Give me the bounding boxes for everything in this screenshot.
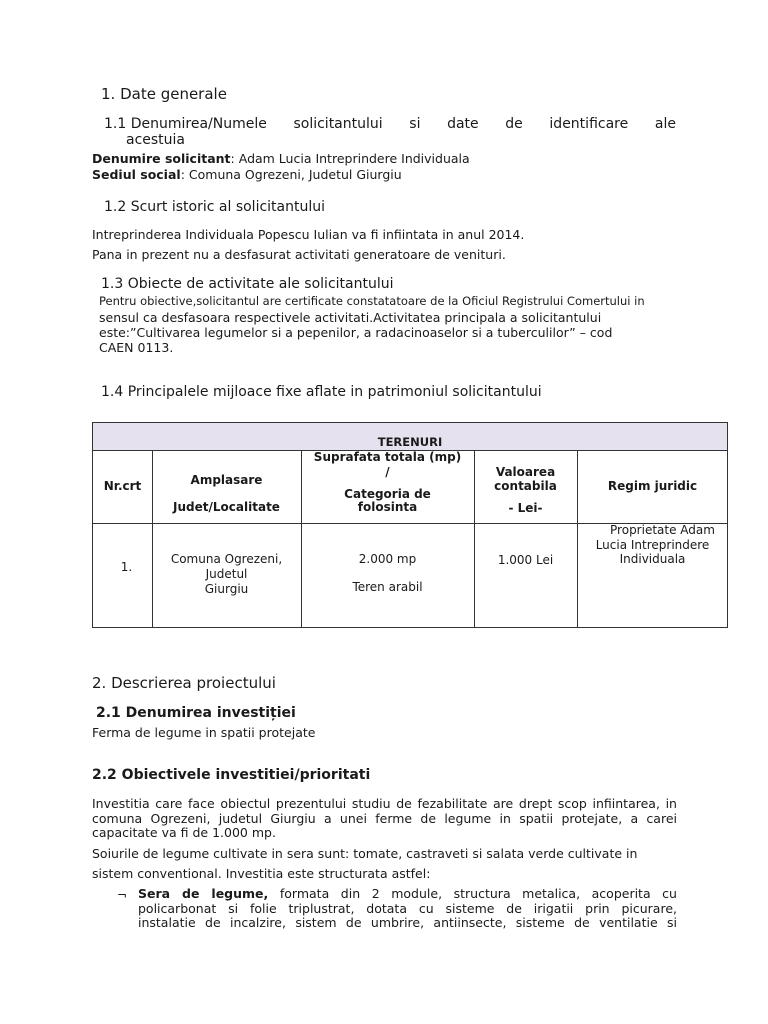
- col-judet-localitate: Judet/Localitate: [173, 500, 280, 514]
- section-1-3-line-2: sensul ca desfasoara respectivele activitati.Activitatea principala a solicitantului: [99, 310, 602, 325]
- bullet-icon: ¬: [117, 888, 128, 902]
- bullet-line-2: policarbonat si folie triplustrat, dotata cu sisteme de irigatii prin picurare,: [138, 901, 677, 916]
- denumire-solicitant: Denumire solicitant: Adam Lucia Intreprindere Individuala: [92, 151, 470, 166]
- table-header-terenuri: TERENURI: [93, 423, 727, 451]
- col-amplasare: Amplasare: [190, 473, 263, 487]
- section-2-2-line-2: comuna Ogrezeni, judetul Giurgiu a unei ferme de legume in spatii protejate, a carei: [92, 811, 677, 826]
- row-regim-3: Individuala: [619, 552, 686, 566]
- section-1-2-title: 1.2 Scurt istoric al solicitantului: [104, 199, 325, 215]
- section-1-2-paragraph-2: Pana in prezent nu a desfasurat activitati generatoare de venituri.: [92, 247, 506, 262]
- col-categoria: Categoria de: [344, 487, 431, 501]
- row-valoare: 1.000 Lei: [497, 553, 554, 567]
- section-1-title: 1. Date generale: [101, 85, 227, 103]
- col-lei: - Lei-: [508, 501, 543, 515]
- section-2-1-title: 2.1 Denumirea investiției: [96, 705, 296, 721]
- row-suprafata: 2.000 mp: [358, 552, 417, 566]
- section-1-3-line-1: Pentru obiective,solicitantul are certificate constatatoare de la Oficiul Registrului Comertului in: [99, 294, 645, 308]
- bullet-line-3: instalatie de incalzire, sistem de umbrire, antiinsecte, sisteme de ventilatie si: [138, 915, 677, 930]
- row-amplasare-1: Comuna Ogrezeni,: [170, 552, 283, 566]
- section-1-4-title: 1.4 Principalele mijloace fixe aflate in patrimoniul solicitantului: [101, 384, 542, 400]
- bullet-line-1: Sera de legume, formata din 2 module, structura metalica, acoperita cu: [138, 886, 677, 901]
- col-suprafata-slash: /: [385, 465, 390, 479]
- section-2-2-line-3: capacitate va fi de 1.000 mp.: [92, 825, 276, 840]
- section-2-title: 2. Descrierea proiectului: [92, 674, 276, 692]
- section-1-1-title-line1: 1.1 Denumirea/Numele solicitantului si date de identificare ale: [104, 116, 676, 132]
- col-nr-crt: Nr.crt: [103, 479, 142, 493]
- terenuri-table: [92, 422, 728, 628]
- sediu-social: Sediul social: Comuna Ogrezeni, Judetul Giurgiu: [92, 167, 402, 182]
- section-2-2-line-5: sistem conventional. Investitia este structurata astfel:: [92, 866, 431, 881]
- section-2-1-text: Ferma de legume in spatii protejate: [92, 725, 316, 740]
- row-regim-1: Proprietate Adam: [610, 523, 715, 537]
- col-suprafata: Suprafata totala (mp): [313, 450, 462, 464]
- row-regim-2: Lucia Intreprindere: [595, 538, 710, 552]
- section-2-2-title: 2.2 Obiectivele investitiei/prioritati: [92, 767, 371, 783]
- col-valoarea: Valoarea: [495, 465, 556, 479]
- col-regim-juridic: Regim juridic: [607, 479, 698, 493]
- section-1-3-line-3: este:”Cultivarea legumelor si a pepenilor, a radacinoaselor si a tuberculilor” – cod: [99, 325, 613, 340]
- section-1-3-line-4: CAEN 0113.: [99, 340, 174, 355]
- col-folosinta: folosinta: [357, 500, 418, 514]
- row-categoria: Teren arabil: [352, 580, 423, 594]
- section-1-1-title-line2: acestuia: [126, 132, 186, 148]
- col-contabila: contabila: [494, 479, 557, 493]
- section-1-2-paragraph-1: Intreprinderea Individuala Popescu Iulian va fi infiintata in anul 2014.: [92, 227, 525, 242]
- section-1-3-title: 1.3 Obiecte de activitate ale solicitantului: [101, 276, 394, 292]
- row-amplasare-3: Giurgiu: [204, 582, 249, 596]
- section-2-2-line-1: Investitia care face obiectul prezentului studiu de fezabilitate are drept scop infiintarea, in: [92, 796, 677, 811]
- row-nr: 1.: [120, 560, 133, 574]
- section-2-2-line-4: Soiurile de legume cultivate in sera sunt: tomate, castraveti si salata verde cultivate in: [92, 846, 638, 861]
- row-amplasare-2: Judetul: [205, 567, 248, 581]
